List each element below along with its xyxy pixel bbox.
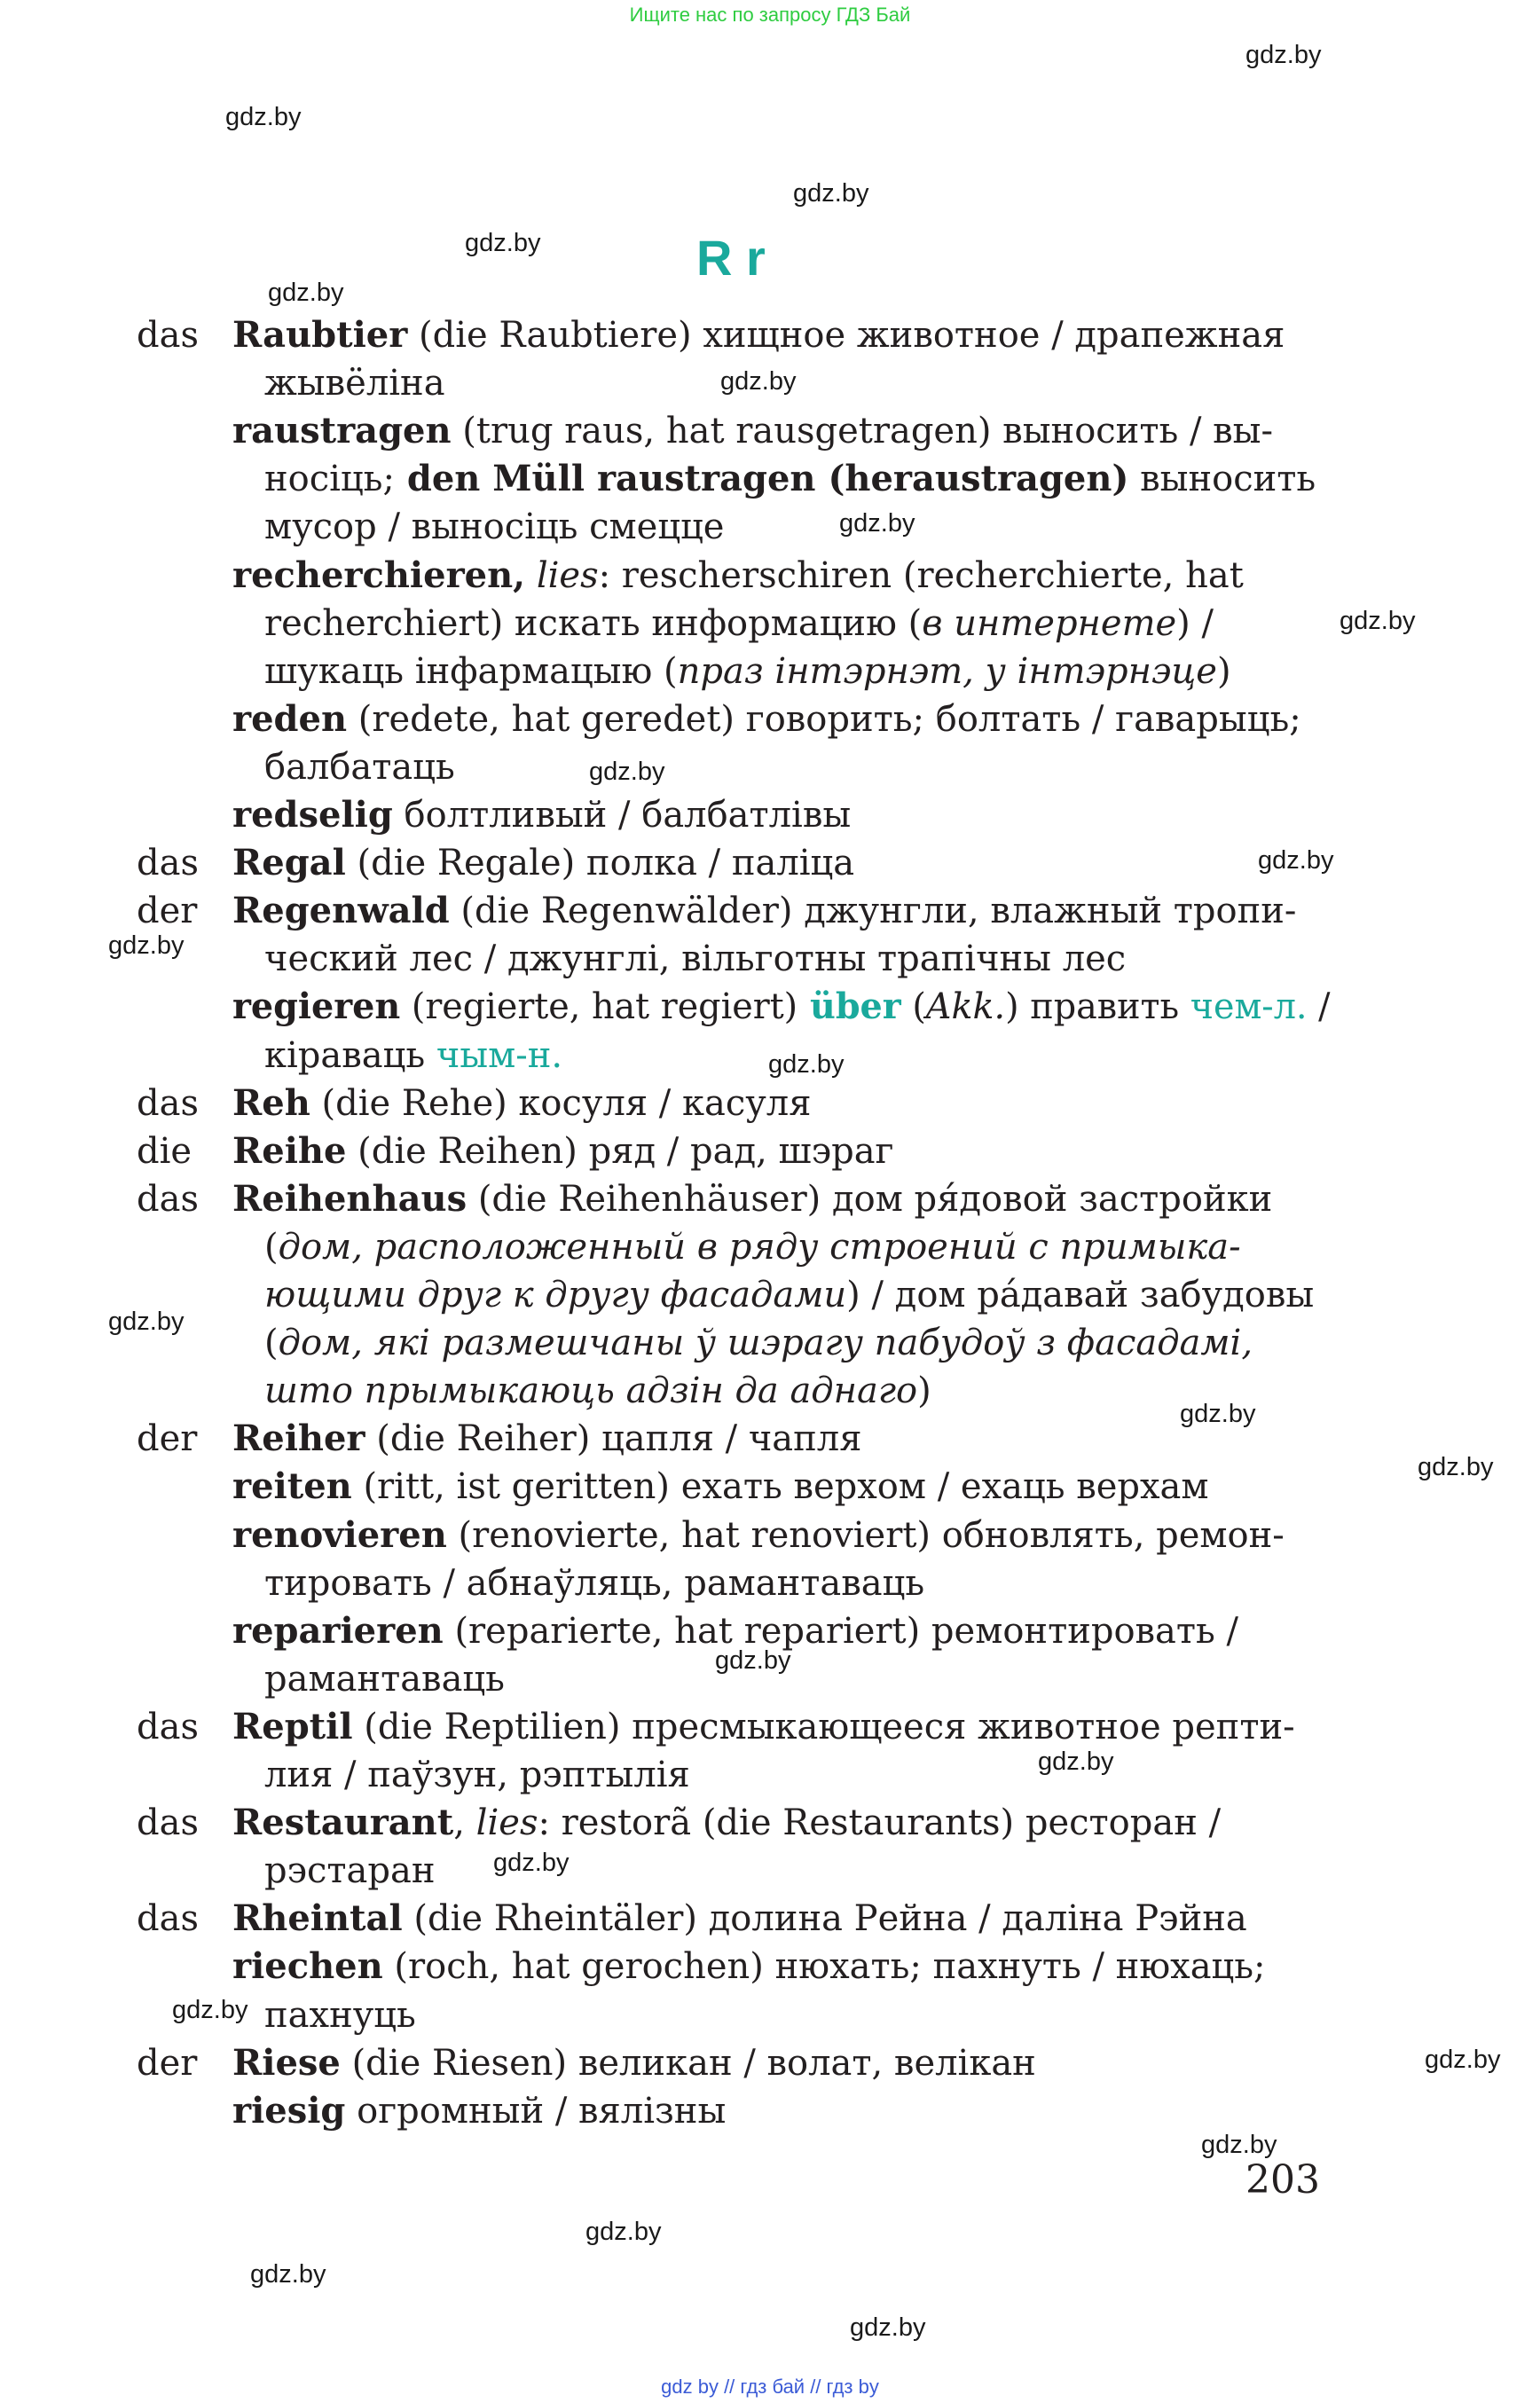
entry-line [232, 1895, 1247, 1943]
entry-segment: ( [264, 1226, 279, 1268]
entry-line [264, 1655, 505, 1703]
entry-line [264, 1751, 690, 1799]
entry-segment: (trug raus, hat rausgetragen) выносить / вы- [451, 411, 1274, 452]
watermark: gdz.by [720, 367, 797, 396]
entry-segment: redselig [232, 794, 393, 836]
watermark: gdz.by [268, 279, 344, 307]
watermark: gdz.by [850, 2313, 926, 2342]
entry-segment: Reihe [232, 1129, 347, 1172]
entry-segment: lies [464, 1802, 538, 1844]
entry-line [264, 1032, 562, 1080]
article: das [137, 1706, 199, 1747]
entry-segment: носіць; [264, 459, 395, 500]
entry-segment: (roch, hat gerochen) нюхать; пахнуть / нюхаць; [382, 1946, 1266, 1988]
entry-segment: riechen [232, 1945, 383, 1988]
entry-segment: мусор / выносіць смецце [264, 507, 725, 548]
entry-segment: (die Reihen) ряд / рад, шэраг [346, 1130, 894, 1172]
entry-line [232, 2039, 1036, 2087]
watermark: gdz.by [465, 229, 541, 257]
watermark: gdz.by [172, 1996, 248, 2024]
entry-line [232, 887, 1296, 935]
page-number: 203 [1245, 2157, 1320, 2203]
entry-segment: (die Riesen) великан / волат, велікан [340, 2042, 1036, 2084]
entry-line [264, 455, 1316, 503]
entry-segment: riesig [232, 2089, 346, 2132]
entry-segment: ) править [1005, 986, 1180, 1028]
entry-segment: чем-л. [1179, 986, 1308, 1028]
entry-segment: reparieren [232, 1609, 444, 1652]
entry-line [232, 1175, 1272, 1223]
entry-line [232, 407, 1273, 455]
watermark: gdz.by [493, 1849, 570, 1877]
entry-line [232, 983, 1331, 1031]
entry-segment: reiten [232, 1465, 352, 1508]
entry-segment: (die Regenwälder) джунгли, влажный тропи- [449, 891, 1297, 932]
entry-line [264, 1559, 924, 1607]
entry-line [232, 695, 1301, 743]
entry-line [232, 1703, 1295, 1751]
entry-line [264, 359, 445, 407]
entry-segment: шукаць інфармацыю ( [264, 650, 678, 692]
entry-line [264, 935, 1126, 983]
entry-segment: Regenwald [232, 890, 450, 932]
entry-segment: Rheintal [232, 1897, 403, 1940]
watermark: gdz.by [585, 2218, 662, 2246]
watermark: gdz.by [108, 1308, 185, 1336]
entry-segment: выносить [1128, 459, 1316, 500]
entry-segment: (redete, hat geredet) говорить; болтать / гаварыць; [347, 698, 1301, 740]
entry-segment: reden [232, 697, 348, 740]
entry-segment: Restaurant [232, 1802, 454, 1844]
entry-segment: lies [525, 554, 599, 596]
entry-line [264, 743, 455, 791]
entry-segment: , [453, 1802, 465, 1844]
watermark: gdz.by [1258, 846, 1334, 875]
entry-line [232, 1463, 1209, 1511]
entry-segment: в интернете [922, 602, 1177, 644]
entry-segment: дом, які размешчаны ў шэрагу пабудоў з фасадамі, [278, 1323, 1253, 1364]
entry-line [232, 552, 1244, 600]
entry-line [264, 1991, 416, 2039]
entry-segment: болтливый / балбатлівы [392, 795, 852, 836]
entry-segment: recherchiert) искать информацию ( [264, 602, 923, 644]
entry-segment: (die Raubtiere) хищное животное / драпежная [407, 315, 1285, 356]
entry-segment: ( [900, 986, 926, 1028]
entry-line [264, 1271, 1314, 1319]
watermark: gdz.by [715, 1646, 791, 1675]
entry-line [264, 503, 724, 551]
entry-segment: Reiher [232, 1417, 365, 1460]
watermark: gdz.by [793, 179, 869, 208]
entry-segment: Regal [232, 842, 346, 884]
entry-segment: ) [917, 1370, 931, 1412]
entry-segment: лия / паўзун, рэптылія [264, 1755, 690, 1795]
entry-line [232, 1943, 1266, 1991]
footer-links[interactable]: gdz by // гдз бай // гдз by [661, 2376, 879, 2398]
entry-segment: (die Regale) полка / паліца [345, 843, 855, 884]
watermark: gdz.by [1038, 1747, 1114, 1776]
entry-segment: дом, расположенный в ряду строений с примыка- [278, 1226, 1241, 1268]
entry-line [232, 1080, 811, 1127]
entry-segment: ческий лес / джунглі, вільготны трапічны лес [264, 938, 1127, 980]
watermark: gdz.by [250, 2260, 326, 2289]
article: das [137, 1178, 199, 1220]
watermark: gdz.by [839, 509, 915, 538]
entry-segment: über [798, 986, 901, 1028]
entry-segment: праз інтэрнэт, у інтэрнэце [677, 650, 1217, 692]
article: das [137, 1082, 199, 1124]
entry-segment: : restorã (die Restaurants) ресторан / [538, 1802, 1222, 1844]
entry-segment: пахнуць [264, 1994, 416, 2036]
entry-line [232, 791, 851, 839]
entry-segment: ) / дом ра́давай забудовы [846, 1275, 1315, 1315]
entry-segment: чым-н. [425, 1034, 563, 1076]
entry-segment: што прымыкаюць адзін да аднаго [264, 1370, 918, 1412]
entry-line [264, 600, 1214, 648]
watermark: gdz.by [1418, 1453, 1494, 1481]
entry-line [232, 1607, 1238, 1655]
entry-segment: кіраваць [264, 1034, 426, 1076]
article: der [137, 2042, 198, 2084]
entry-segment: ) / [1176, 602, 1214, 644]
top-banner[interactable]: Ищите нас по запросу ГДЗ Бай [629, 4, 911, 26]
entry-segment: Reh [232, 1081, 310, 1124]
entry-line [232, 1127, 894, 1175]
entry-line [232, 839, 854, 887]
article: die [137, 1130, 192, 1172]
entry-segment: ющими друг к другу фасадами [264, 1275, 847, 1315]
entry-segment: Reihenhaus [232, 1177, 468, 1220]
entry-line [264, 648, 1231, 695]
article: das [137, 843, 199, 884]
entry-segment: (die Reptilien) пресмыкающееся животное репти- [352, 1706, 1295, 1747]
entry-line [232, 1415, 861, 1463]
entry-line [264, 1847, 436, 1895]
entry-segment: Reptil [232, 1705, 353, 1747]
entry-segment: renovieren [232, 1513, 447, 1556]
entry-segment: (die Reihenhäuser) дом ря́довой застройки [467, 1178, 1273, 1220]
entry-segment: : rescherschiren (recherchierte, hat [598, 554, 1244, 596]
entry-segment: (die Rehe) косуля / касуля [310, 1082, 812, 1124]
entry-segment: recherchieren, [232, 554, 526, 596]
watermark: gdz.by [1201, 2131, 1277, 2159]
entry-segment: (die Rheintäler) долина Рейна / даліна Рэйна [402, 1898, 1247, 1940]
entry-segment: Riese [232, 2041, 341, 2084]
watermark: gdz.by [589, 758, 665, 786]
entry-segment: жывёліна [264, 363, 445, 404]
entry-segment: (die Reiher) цапля / чапля [365, 1418, 862, 1460]
watermark: gdz.by [1180, 1400, 1256, 1428]
entry-line [232, 2087, 726, 2135]
entry-segment: балбатаць [264, 746, 455, 788]
entry-line [232, 311, 1285, 359]
entry-segment: (reparierte, hat repariert) ремонтировать / [443, 1610, 1239, 1652]
entry-segment: regieren [232, 986, 401, 1028]
article: das [137, 1898, 199, 1940]
entry-segment: огромный / вялізны [345, 2090, 727, 2132]
entry-segment: (renovierte, hat renoviert) обновлять, ремон- [446, 1514, 1285, 1556]
entry-line [264, 1367, 931, 1415]
entry-segment: тировать / абнаўляць, рамантаваць [264, 1562, 925, 1604]
watermark: gdz.by [1340, 607, 1416, 635]
entry-segment: рамантаваць [264, 1658, 505, 1700]
entry-segment: (regierte, hat regiert) [400, 986, 798, 1028]
entry-segment: / [1307, 986, 1331, 1028]
entry-segment: ( [264, 1323, 279, 1364]
article: das [137, 1802, 199, 1844]
article: das [137, 315, 199, 356]
article: der [137, 1418, 198, 1460]
entry-segment: ) [1216, 650, 1231, 692]
entry-line [232, 1799, 1221, 1847]
watermark: gdz.by [768, 1050, 845, 1079]
entry-segment: рэстаран [264, 1850, 436, 1892]
watermark: gdz.by [1245, 41, 1322, 69]
watermark: gdz.by [1425, 2046, 1501, 2074]
entry-segment: den Müll raustragen (heraustragen) [394, 458, 1129, 500]
watermark: gdz.by [108, 931, 185, 960]
watermark: gdz.by [225, 103, 302, 131]
entry-segment: Raubtier [232, 314, 408, 356]
section-letter: R r [696, 230, 766, 286]
entry-segment: Akk. [925, 986, 1006, 1028]
entry-segment: (ritt, ist geritten) ехать верхом / ехаць верхам [351, 1466, 1209, 1508]
entry-segment: raustragen [232, 410, 452, 452]
entry-line [264, 1223, 1241, 1271]
article: der [137, 891, 198, 932]
entry-line [264, 1319, 1253, 1367]
entry-line [232, 1512, 1285, 1559]
